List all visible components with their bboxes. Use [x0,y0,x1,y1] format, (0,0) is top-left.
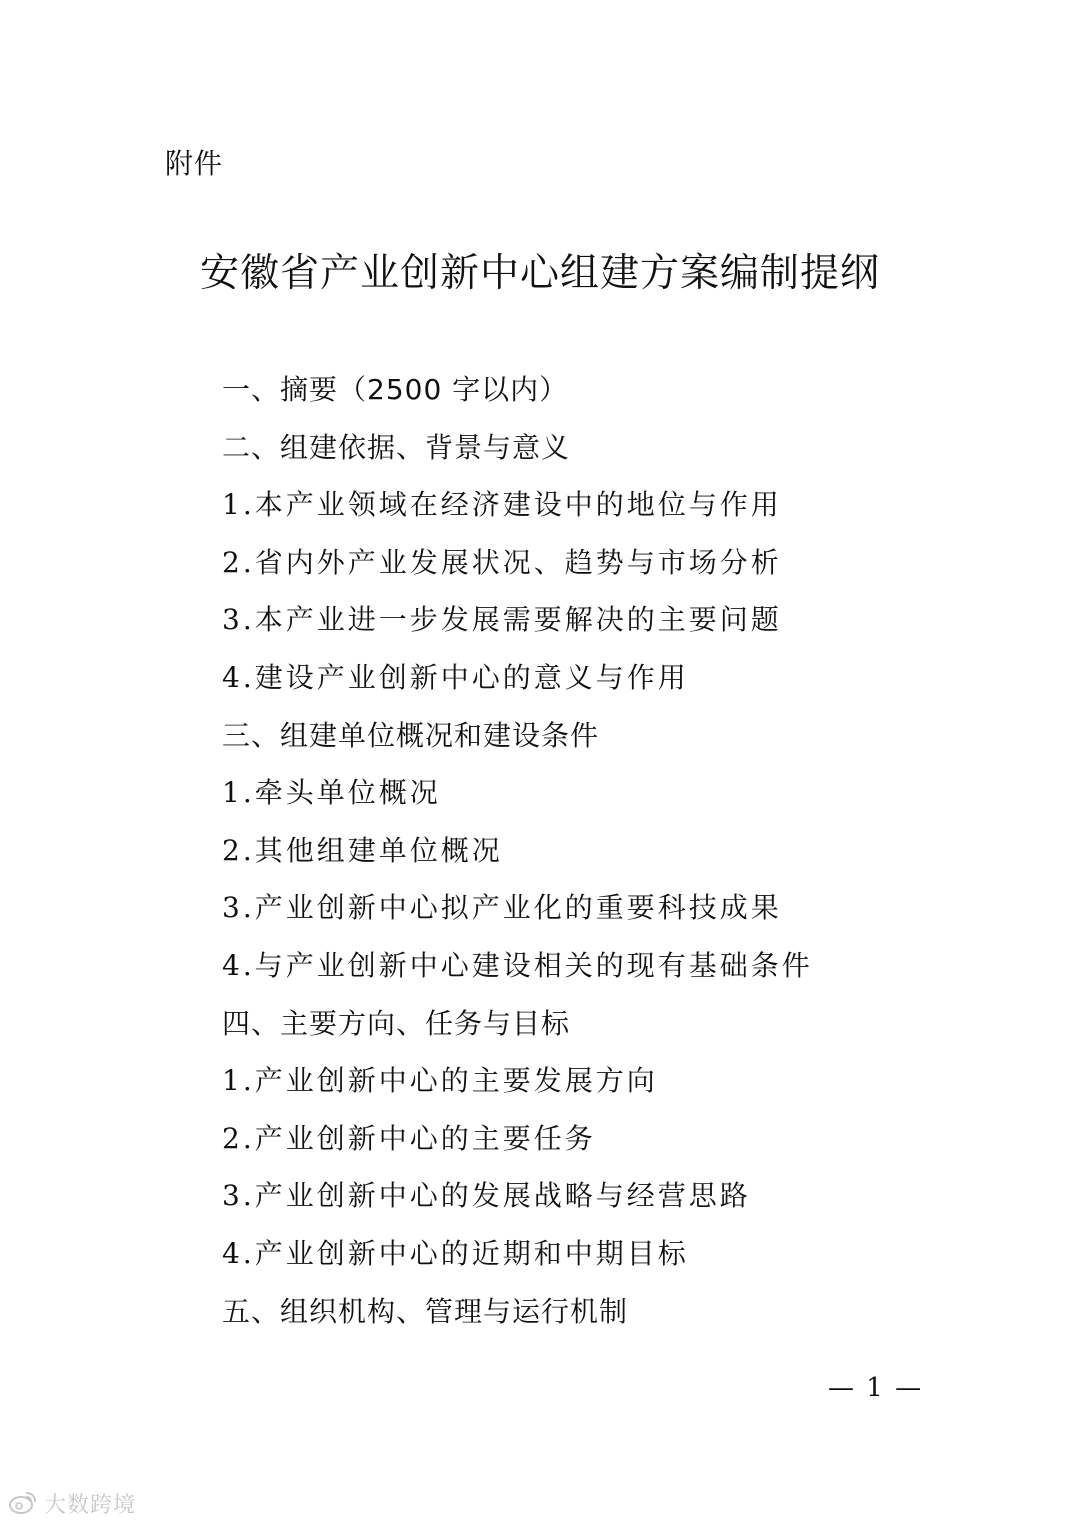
page-number: — 1 — [828,1373,924,1403]
outline-heading-1: 一、摘要（2500 字以内） [222,373,569,406]
document-title: 安徽省产业创新中心组建方案编制提纲 [199,251,880,296]
weibo-logo-icon [8,1489,38,1519]
outline-item: 1.牵头单位概况 [222,776,441,810]
attachment-label: 附件 [165,147,224,180]
outline-heading-5: 五、组织机构、管理与运行机制 [222,1294,629,1328]
outline-item: 2.产业创新中心的主要任务 [222,1121,596,1155]
outline-heading-3: 三、组建单位概况和建设条件 [222,718,600,752]
outline-list [222,366,982,1345]
outline-item: 1.本产业领域在经济建设中的地位与作用 [222,488,782,522]
outline-item: 4.与产业创新中心建设相关的现有基础条件 [222,948,813,982]
outline-item: 4.建设产业创新中心的意义与作用 [222,660,689,694]
outline-item: 3.本产业进一步发展需要解决的主要问题 [222,603,782,637]
watermark [8,1488,136,1519]
outline-item: 4.产业创新中心的近期和中期目标 [222,1236,689,1270]
outline-heading-2: 二、组建依据、背景与意义 [222,430,571,464]
outline-item: 3.产业创新中心的发展战略与经营思路 [222,1179,751,1213]
outline-item: 1.产业创新中心的主要发展方向 [222,1064,658,1098]
outline-item: 3.产业创新中心拟产业化的重要科技成果 [222,891,782,925]
outline-item: 2.其他组建单位概况 [222,833,503,867]
watermark-text: 大数跨境 [44,1493,137,1518]
outline-item: 2.省内外产业发展状况、趋势与市场分析 [222,545,782,579]
outline-heading-4: 四、主要方向、任务与目标 [222,1006,571,1040]
